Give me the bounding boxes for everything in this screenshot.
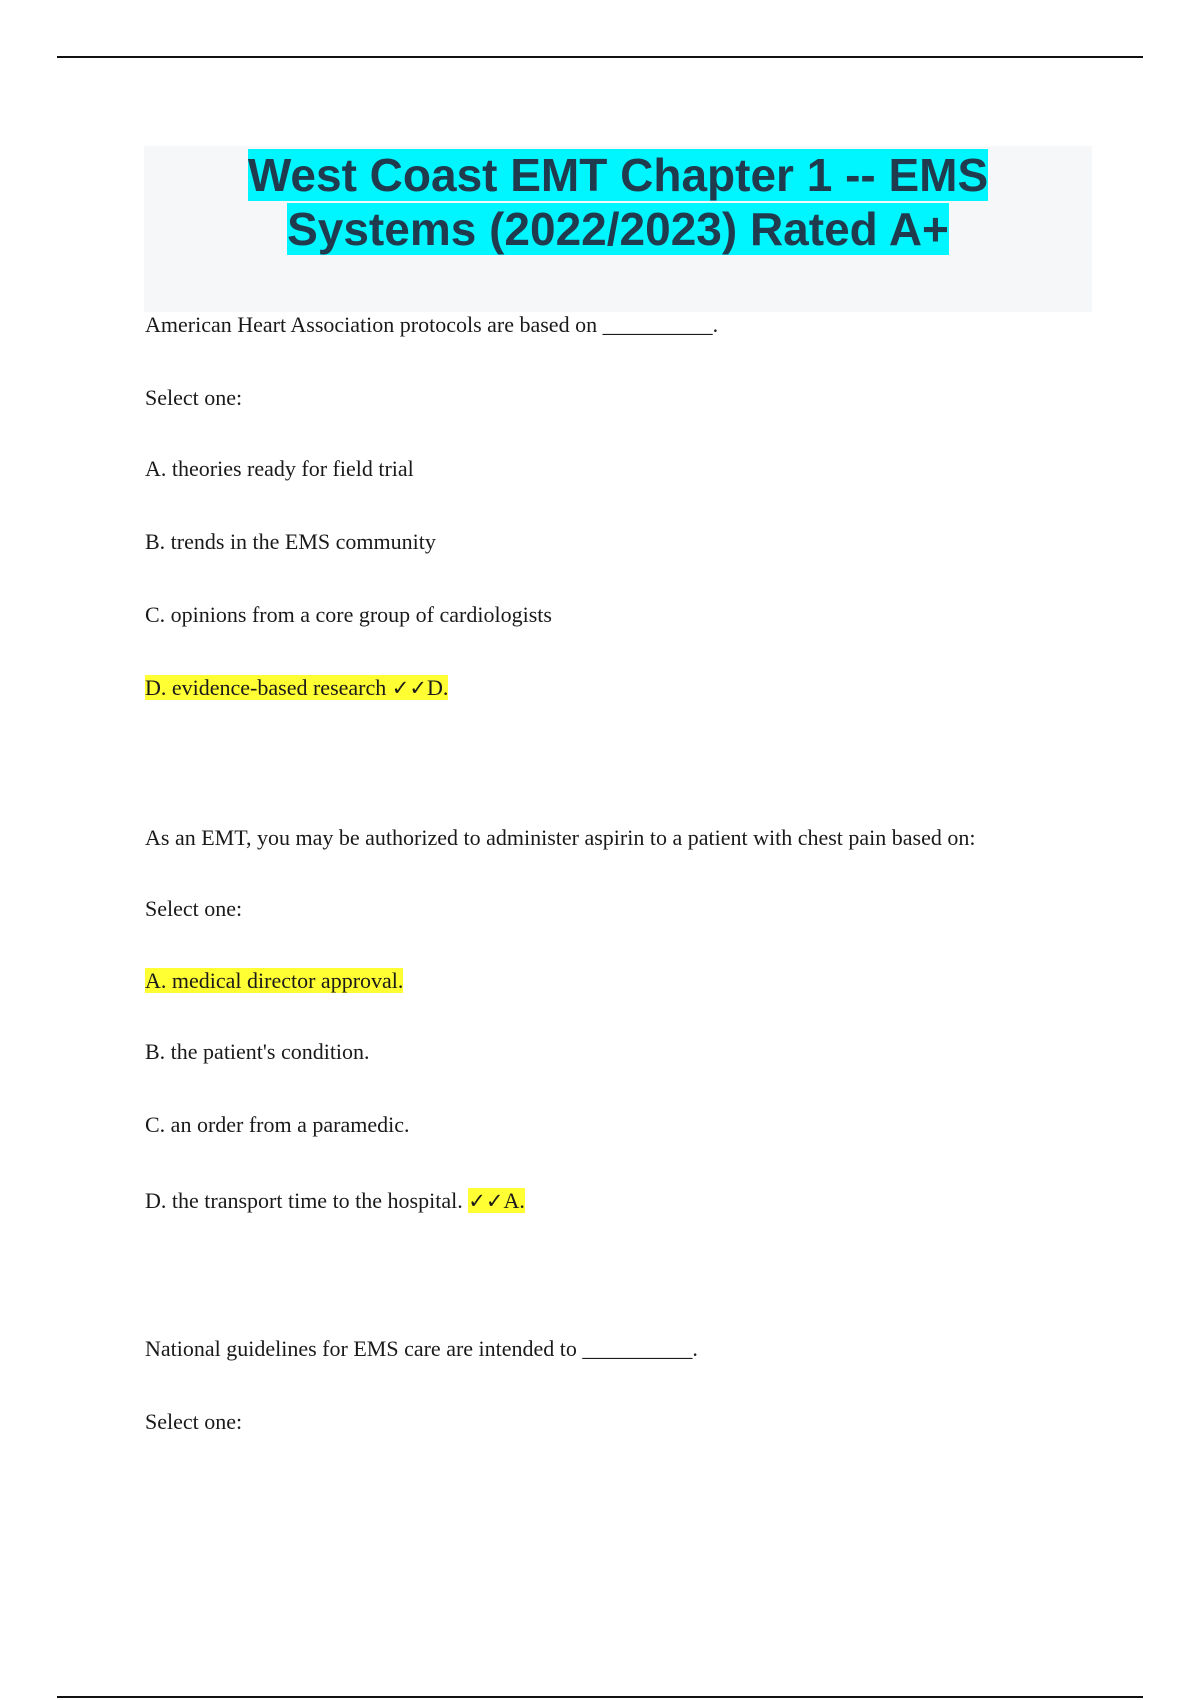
question-1-answer: D. [426,675,449,700]
question-1-option-d: D. evidence-based research [145,675,387,700]
question-2-answer-highlight [468,1188,525,1213]
question-3-select-label: Select one: [145,1409,243,1434]
question-1-option-b: B. trends in the EMS community [145,529,436,554]
question-2-select-label: Select one: [145,896,243,921]
question-2-option-c: C. an order from a paramedic. [145,1112,410,1137]
question-2-option-a: A. medical director approval. [145,968,404,993]
bottom-rule [57,1696,1143,1698]
question-1-option-a: A. theories ready for field trial [145,456,414,481]
question-2-prompt: As an EMT, you may be authorized to administer aspirin to a patient with chest pain based on: [145,825,976,850]
title-line-2: Systems (2022/2023) Rated A+ [287,203,949,255]
question-1-option-d-highlight [145,675,448,700]
title-banner [144,146,1092,312]
question-1-prompt: American Heart Association protocols are based on __________. [145,312,719,337]
question-3-prompt: National guidelines for EMS care are intended to __________. [145,1336,698,1361]
question-2-answer: A. [503,1188,525,1213]
question-1-option-c: C. opinions from a core group of cardiologists [145,602,552,627]
question-2-option-b: B. the patient's condition. [145,1039,370,1064]
question-2-option-d: D. the transport time to the hospital. [145,1188,463,1213]
question-1-select-label: Select one: [145,385,243,410]
double-check-icon: ✓✓ [391,676,427,700]
title-line-1: West Coast EMT Chapter 1 -- EMS [247,149,989,201]
question-2-option-a-row [145,967,403,995]
double-check-icon: ✓✓ [468,1189,504,1213]
top-rule [57,56,1143,58]
question-1-option-d-row [145,674,448,702]
document-title [144,146,1092,256]
question-2-option-d-row [145,1187,525,1215]
